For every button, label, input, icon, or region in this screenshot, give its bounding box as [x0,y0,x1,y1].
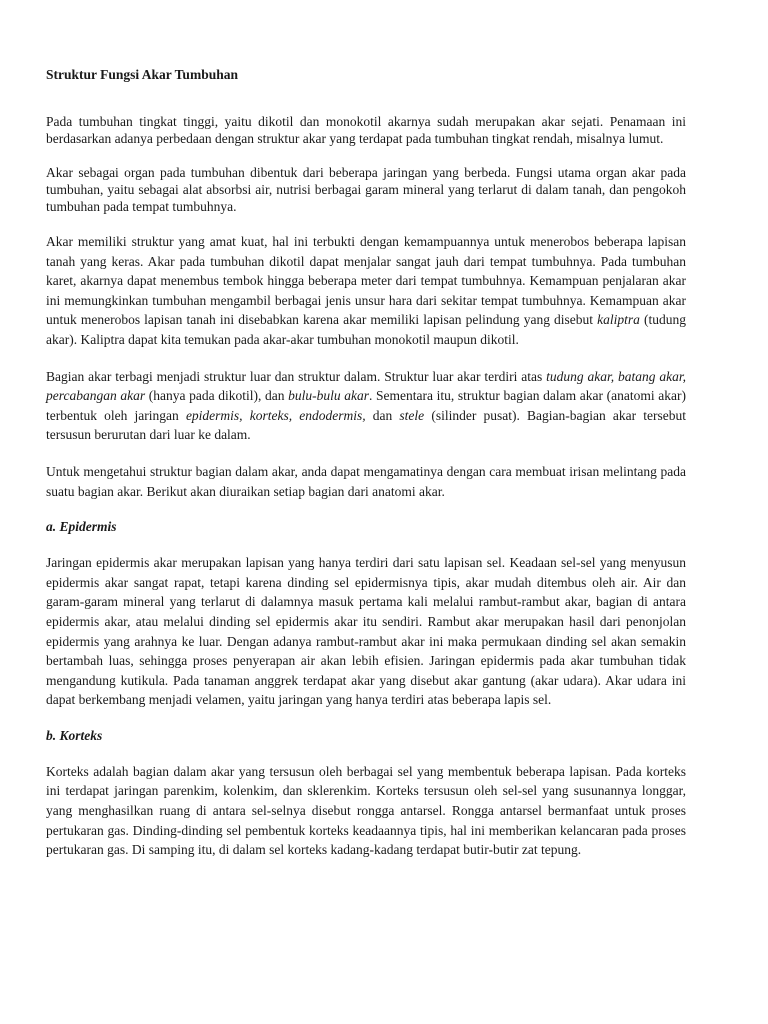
text-segment: (hanya pada dikotil), dan [145,388,289,404]
text-segment: Bagian akar terbagi menjadi struktur luar dan struktur dalam. Struktur luar akar terdiri atas [46,368,547,384]
section-heading-korteks: b. Korteks [46,727,103,743]
text-segment: (tudung akar). Kaliptra dapat kita temukan pada akar-akar tumbuhan monokotil maupun dikotil. [46,312,687,347]
document-title: Struktur Fungsi Akar Tumbuhan [46,67,238,82]
text-segment: Akar memiliki struktur yang amat kuat, hal ini terbukti dengan kemampuannya untuk menerobos beberapa lapisan tanah yang keras. Akar pada tumbuhan dikotil dapat menjalar sangat jauh dari tempat tumbuhnya. Pada tumbuhan karet, akarnya dapat menembus tembok hingga beberapa meter dari tempat tumbuhnya. Kemampuan penjalaran akar ini memungkinkan tumbuhan mengambil berbagai jenis unsur hara dari sekitar tempat tumbuhnya. Kemampuan akar untuk menerobos lapisan tanah ini disebabkan karena akar memiliki lapisan pelindung yang disebut [46,234,686,328]
paragraph-root-structure [46,367,686,445]
paragraph-root-strength [46,232,686,350]
italic-term-kaliptra: kaliptra [597,312,640,328]
paragraph-intro: Pada tumbuhan tingkat tinggi, yaitu dikotil dan monokotil akarnya sudah merupakan akar sejati. Penamaan ini berdasarkan adanya perbedaan dengan struktur akar yang terdapat pada tumbuhan tingkat rendah, misalnya lumut. [46,114,686,146]
section-heading-epidermis: a. Epidermis [46,519,117,535]
paragraph-anatomy-intro: Untuk mengetahui struktur bagian dalam akar, anda dapat mengamatinya dengan cara membuat irisan melintang pada suatu bagian akar. Berikut akan diuraikan setiap bagian dari anatomi akar. [46,463,686,499]
text-segment: (silinder pusat). Bagian-bagian akar tersebut tersusun berurutan dari luar ke dalam. [46,407,686,443]
italic-term-stele: stele [399,407,425,423]
text-segment: dan [365,407,400,423]
paragraph-epidermis: Jaringan epidermis akar merupakan lapisan yang hanya terdiri dari satu lapisan sel. Keadaan sel-sel yang menyusun epidermis akar sangat rapat, tetapi karena dinding sel epidermisnya tipis, akar mudah ditembus oleh air. Air dan garam-garam mineral yang terlarut di dalamnya masuk pertama kali melalui rambut-rambut akar, bagian di antara epidermis akar, atau melalui dinding sel epidermis akar itu sendiri. Rambut akar merupakan hasil dari penonjolan epidermis yang arahnya ke luar. Dengan adanya rambut-rambut akar ini maka permukaan dinding sel akan semakin bertambah luas, sehingga proses penyerapan air akan lebih efisien. Jaringan epidermis pada akar tumbuhan tidak mengandung kutikula. Pada tanaman anggrek terdapat akar yang disebut akar gantung (akar udara). Akar udara ini dapat berkembang menjadi velamen, yaitu jaringan yang hanya terdiri atas beberapa lapis sel. [46,555,686,708]
italic-term-outer-parts: tudung akar, batang akar, percabangan akar [46,368,686,404]
italic-term-inner-tissues: epidermis, korteks, endodermis, [185,407,366,423]
paragraph-korteks: Korteks adalah bagian dalam akar yang tersusun oleh berbagai sel yang membentuk beberapa lapisan. Pada korteks ini terdapat jaringan parenkim, kolenkim, dan sklerenkim. Korteks tersusun oleh sel-sel yang susunannya longgar, yang menghasilkan ruang di antara sel-selnya disebut rongga antarsel. Rongga antarsel bermanfaat untuk proses pertukaran gas. Dinding-dinding sel pembentuk korteks keadaannya tipis, hal ini memberikan kelancaran pada proses pertukaran gas. Di samping itu, di dalam sel korteks kadang-kadang terdapat butir-butir zat tepung. [46,763,686,858]
paragraph-organ-function: Akar sebagai organ pada tumbuhan dibentuk dari beberapa jaringan yang berbeda. Fungsi utama organ akar pada tumbuhan, yaitu sebagai alat absorbsi air, nutrisi berbagai garam mineral yang terlarut di dalam tanah, dan pengokoh tumbuhan pada tempat tumbuhnya. [46,165,686,214]
document-page [46,66,686,877]
italic-term-root-hairs: bulu-bulu akar [288,388,370,404]
text-segment: . Sementara itu, struktur bagian dalam akar (anatomi akar) terbentuk oleh jaringan [46,388,686,423]
